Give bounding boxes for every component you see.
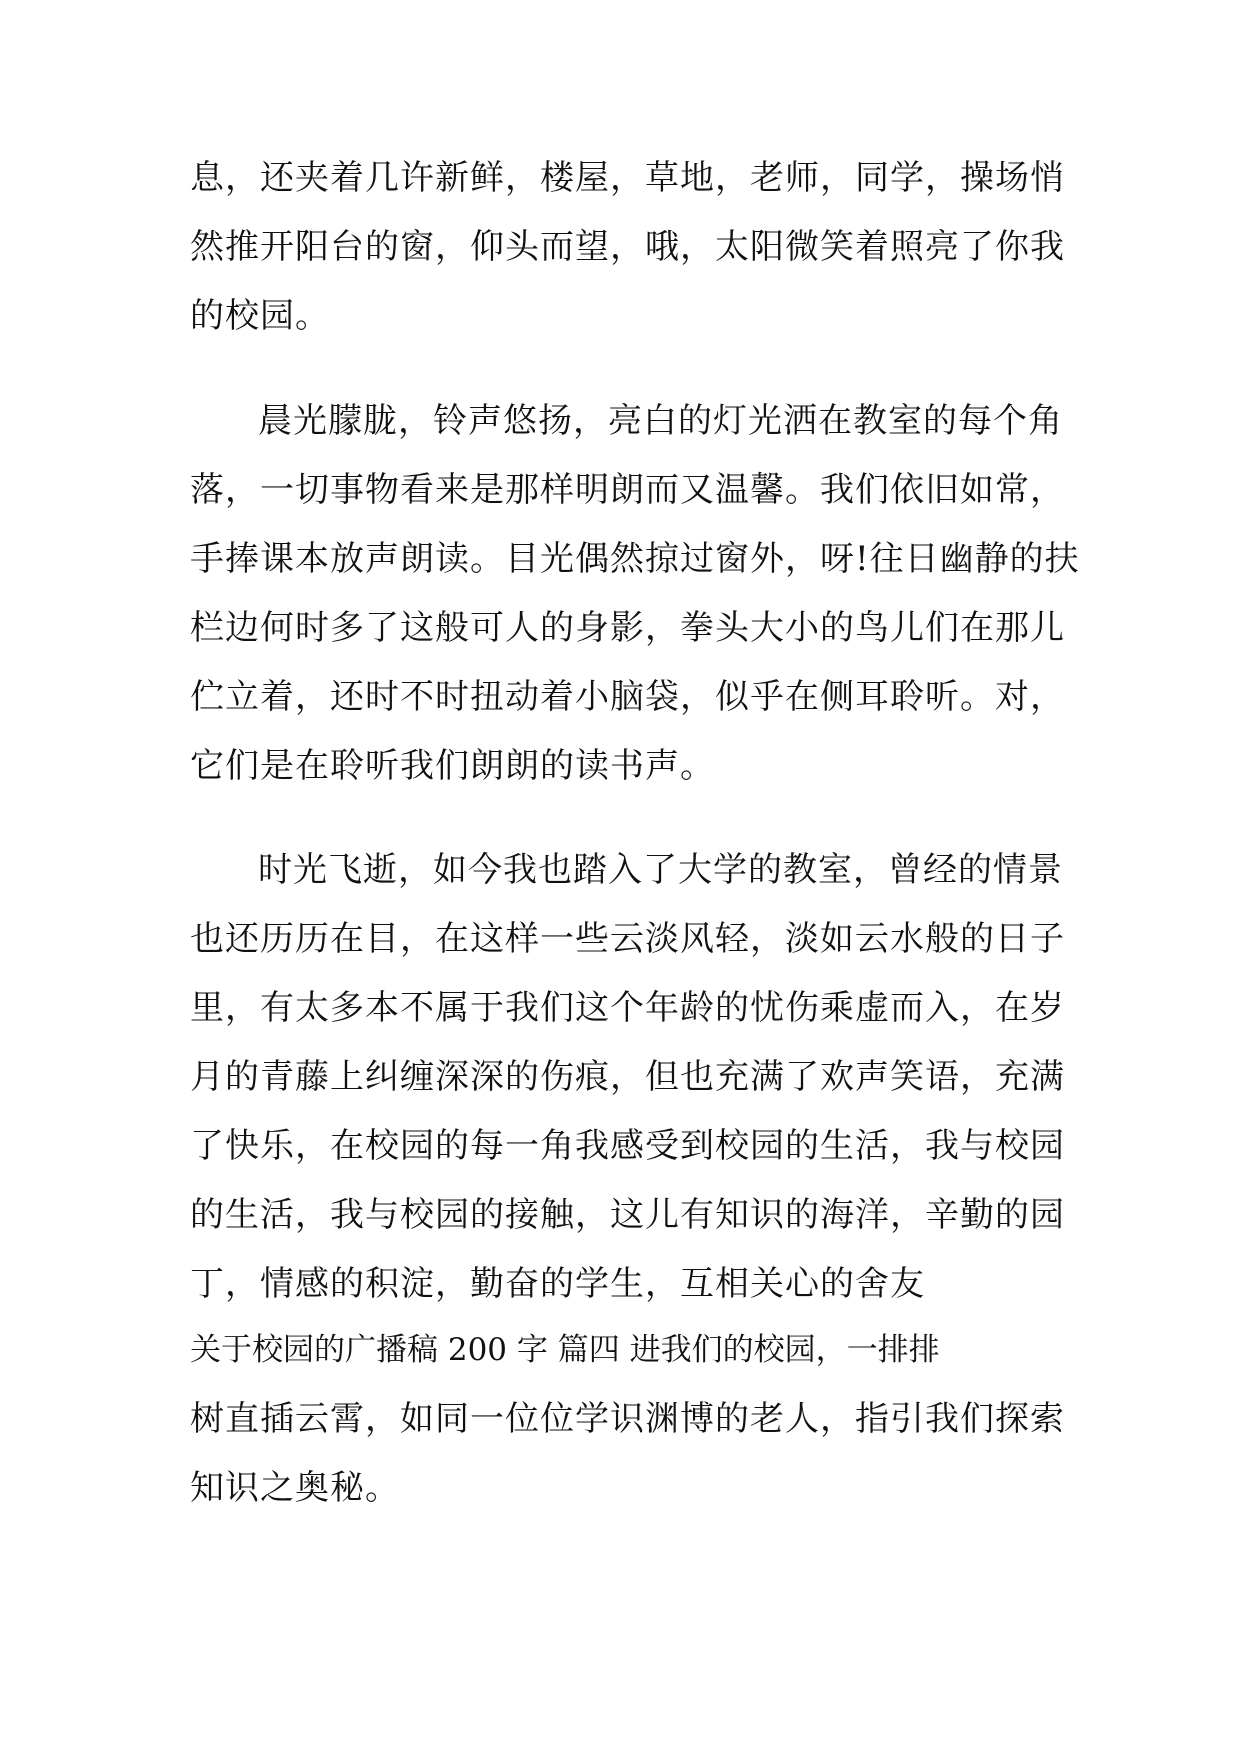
text-line-9: 它们是在聆听我们朗朗的读书声。	[190, 746, 715, 786]
text-line-3: 的校园。	[190, 296, 330, 336]
text-line-13: 月的青藤上纠缠深深的伤痕，但也充满了欢声笑语，充满	[190, 1057, 1065, 1097]
text-line-7: 栏边何时多了这般可人的身影，拳头大小的鸟儿们在那儿	[190, 608, 1065, 648]
text-line-11: 也还历历在目，在这样一些云淡风轻，淡如云水般的日子	[190, 919, 1065, 959]
text-line-18: 树直插云霄，如同一位位学识渊博的老人，指引我们探索	[190, 1399, 1065, 1439]
text-line-19: 知识之奥秘。	[190, 1468, 400, 1508]
section-heading-line: 关于校园的广播稿 200 字 篇四 进我们的校园，一排排	[190, 1332, 940, 1368]
text-line-14: 了快乐，在校园的每一角我感受到校园的生活，我与校园	[190, 1126, 1065, 1166]
text-line-8: 伫立着，还时不时扭动着小脑袋，似乎在侧耳聆听。对，	[190, 677, 1065, 717]
text-line-2: 然推开阳台的窗，仰头而望，哦，太阳微笑着照亮了你我	[190, 227, 1065, 267]
text-line-15: 的生活，我与校园的接触，这儿有知识的海洋，辛勤的园	[190, 1195, 1065, 1235]
text-line-12: 里，有太多本不属于我们这个年龄的忧伤乘虚而入，在岁	[190, 988, 1065, 1028]
text-line-1: 息，还夹着几许新鲜，楼屋，草地，老师，同学，操场悄	[190, 158, 1065, 198]
text-line-16: 丁，情感的积淀，勤奋的学生，互相关心的舍友	[190, 1264, 925, 1304]
text-line-4: 晨光朦胧，铃声悠扬，亮白的灯光洒在教室的每个角	[258, 401, 1063, 441]
text-line-6: 手捧课本放声朗读。目光偶然掠过窗外，呀!往日幽静的扶	[190, 539, 1080, 579]
text-line-5: 落，一切事物看来是那样明朗而又温馨。我们依旧如常，	[190, 470, 1065, 510]
text-line-10: 时光飞逝，如今我也踏入了大学的教室，曾经的情景	[258, 850, 1063, 890]
